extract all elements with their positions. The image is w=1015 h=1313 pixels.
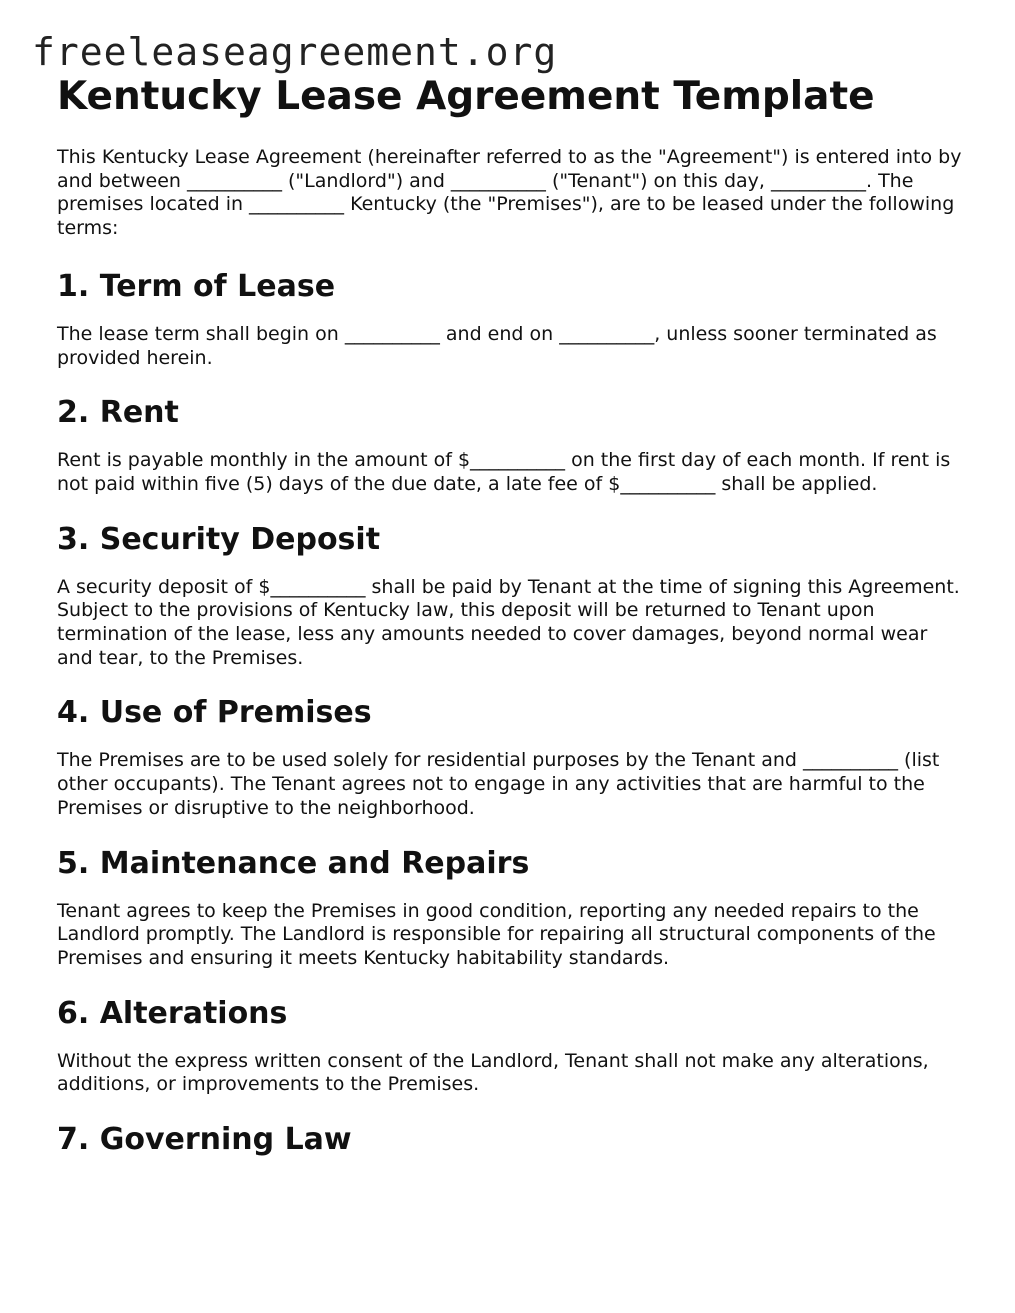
page-title: Kentucky Lease Agreement Template	[57, 74, 875, 119]
section-heading-security-deposit: 3. Security Deposit	[57, 521, 381, 557]
section-body-maintenance-and-repairs: Tenant agrees to keep the Premises in good condition, reporting any needed repairs to the Landlord promptly. The Landlord is responsible for repairing all structural components of the Premises and ensuring it meets Kentucky habitability standards.	[57, 899, 936, 969]
intro-paragraph: This Kentucky Lease Agreement (hereinafter referred to as the "Agreement") is entered into by and between __________ ("Landlord") and __________ ("Tenant") on this day, __________. The premises located in __________ Kentucky (the "Premises"), are to be leased under the following terms:	[57, 146, 962, 240]
section-body-alterations: Without the express written consent of the Landlord, Tenant shall not make any alterations, additions, or improvements to the Premises.	[57, 1049, 929, 1096]
section-heading-term-of-lease: 1. Term of Lease	[57, 268, 336, 304]
section-heading-rent: 2. Rent	[57, 395, 179, 431]
section-heading-alterations: 6. Alterations	[57, 995, 288, 1031]
section-body-rent: Rent is payable monthly in the amount of $__________ on the first day of each month. If rent is not paid within five (5) days of the due date, a late fee of $__________ shall be applied.	[57, 449, 951, 495]
section-body-term-of-lease: The lease term shall begin on __________ and end on __________, unless sooner terminated as provided herein.	[57, 322, 937, 369]
section-heading-use-of-premises: 4. Use of Premises	[57, 695, 372, 731]
section-heading-maintenance-and-repairs: 5. Maintenance and Repairs	[57, 845, 530, 881]
section-body-security-deposit: A security deposit of $__________ shall be paid by Tenant at the time of signing this Agreement. Subject to the provisions of Kentucky law, this deposit will be returned to Tenant upon termination of the lease, less any amounts needed to cover damages, beyond normal wear and tear, to the Premises.	[57, 575, 960, 669]
site-watermark: freeleaseagreement.org	[32, 30, 558, 74]
section-body-use-of-premises: The Premises are to be used solely for residential purposes by the Tenant and __________ (list other occupants). The Tenant agrees not to engage in any activities that are harmful to the Premises or disruptive to the neighborhood.	[57, 749, 940, 819]
section-heading-governing-law: 7. Governing Law	[57, 1122, 352, 1158]
lease-document	[57, 74, 967, 1176]
